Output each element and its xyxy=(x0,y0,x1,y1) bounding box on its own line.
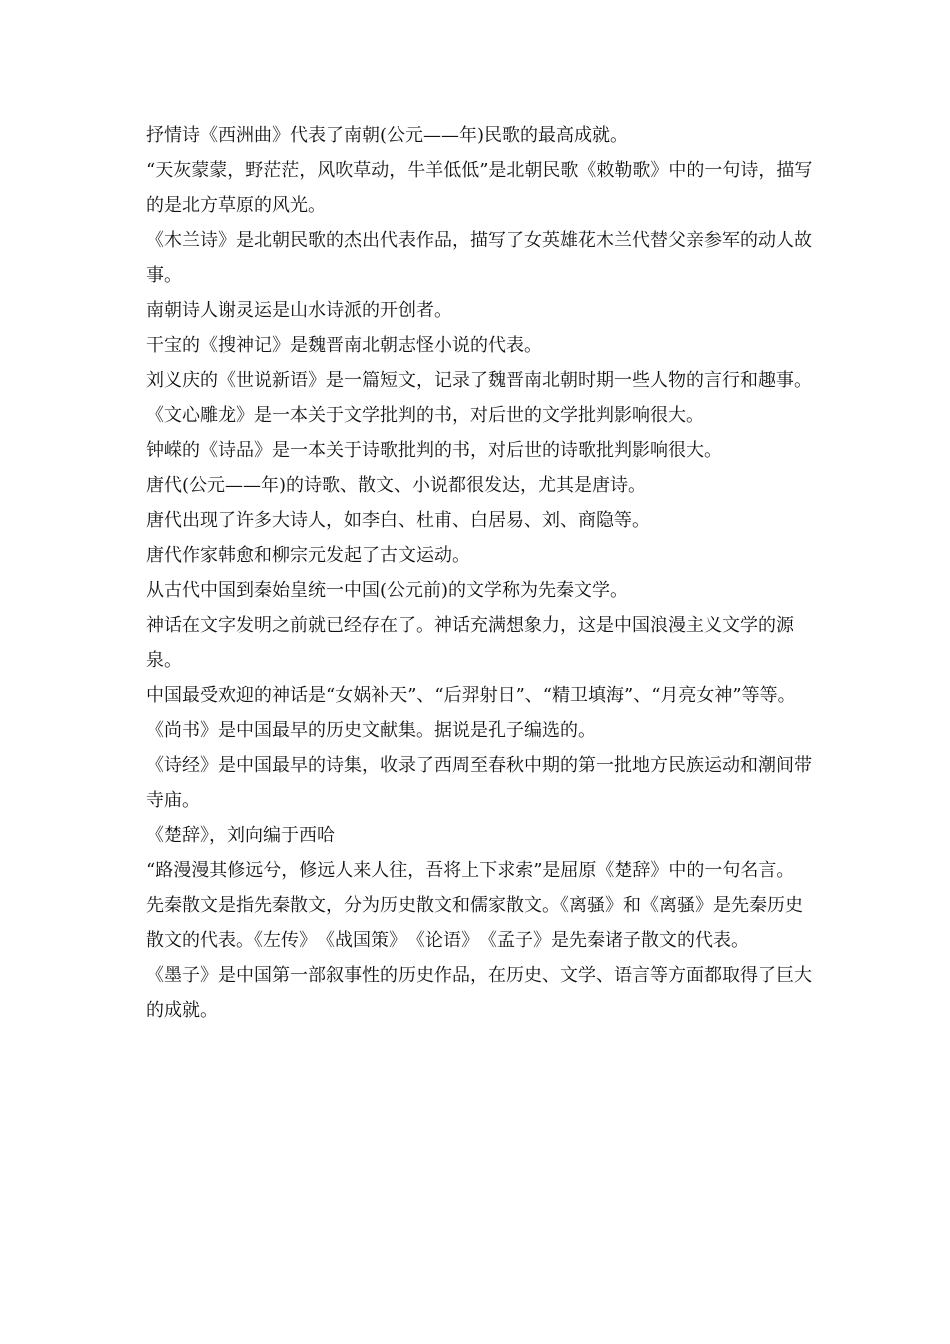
paragraph-1: 抒情诗《西洲曲》代表了南朝(公元——年)民歌的最高成就。 xyxy=(146,125,629,146)
document-body xyxy=(146,118,814,1028)
paragraph-18: “路漫漫其修远兮，修远人来人往，吾将上下求索”是屈原《楚辞》中的一句名言。 xyxy=(146,860,795,881)
paragraph-7: 《文心雕龙》是一本关于文学批判的书，对后世的文学批判影响很大。 xyxy=(146,405,704,426)
paragraph-12: 从古代中国到秦始皇统一中国(公元前)的文学称为先秦文学。 xyxy=(146,580,629,601)
paragraph-8: 钟嵘的《诗品》是一本关于诗歌批判的书，对后世的诗歌批判影响很大。 xyxy=(146,440,722,461)
paragraph-9: 唐代(公元——年)的诗歌、散文、小说都很发达，尤其是唐诗。 xyxy=(146,475,647,496)
paragraph-5: 干宝的《搜神记》是魏晋南北朝志怪小说的代表。 xyxy=(146,335,542,356)
paragraph-19: 先秦散文是指先秦散文，分为历史散文和儒家散文。《离骚》和《离骚》是先秦历史散文的代表。《左传》 《战国策》 《论语》 《孟子》是先秦诸子散文的代表。 xyxy=(146,895,803,951)
paragraph-20: 《墨子》是中国第一部叙事性的历史作品，在历史、文学、语言等方面都取得了巨大的成就。 xyxy=(146,965,812,1021)
paragraph-11: 唐代作家韩愈和柳宗元发起了古文运动。 xyxy=(146,545,470,566)
paragraph-3: 《木兰诗》是北朝民歌的杰出代表作品，描写了女英雄花木兰代替父亲参军的动人故事。 xyxy=(146,230,812,286)
paragraph-15: 《尚书》是中国最早的历史文献集。据说是孔子编选的。 xyxy=(146,720,596,741)
paragraph-16: 《诗经》是中国最早的诗集，收录了西周至春秋中期的第一批地方民族运动和潮间带寺庙。 xyxy=(146,755,812,811)
paragraph-4: 南朝诗人谢灵运是山水诗派的开创者。 xyxy=(146,300,452,321)
paragraph-17: 《楚辞》，刘向编于西哈 xyxy=(146,825,335,846)
paragraph-2: “天灰蒙蒙，野茫茫，风吹草动，牛羊低低”是北朝民歌《敕勒歌》中的一句诗，描写的是北方草原的风光。 xyxy=(146,160,813,216)
paragraph-10: 唐代出现了许多大诗人，如李白、杜甫、白居易、刘、商隐等。 xyxy=(146,510,650,531)
paragraph-13: 神话在文字发明之前就已经存在了。神话充满想象力，这是中国浪漫主义文学的源泉。 xyxy=(146,615,794,671)
paragraph-14: 中国最受欢迎的神话是“女娲补天”、“后羿射日”、“精卫填海”、“月亮女神”等等。 xyxy=(146,685,796,706)
paragraph-6: 刘义庆的《世说新语》是一篇短文，记录了魏晋南北朝时期一些人物的言行和趣事。 xyxy=(146,370,812,391)
